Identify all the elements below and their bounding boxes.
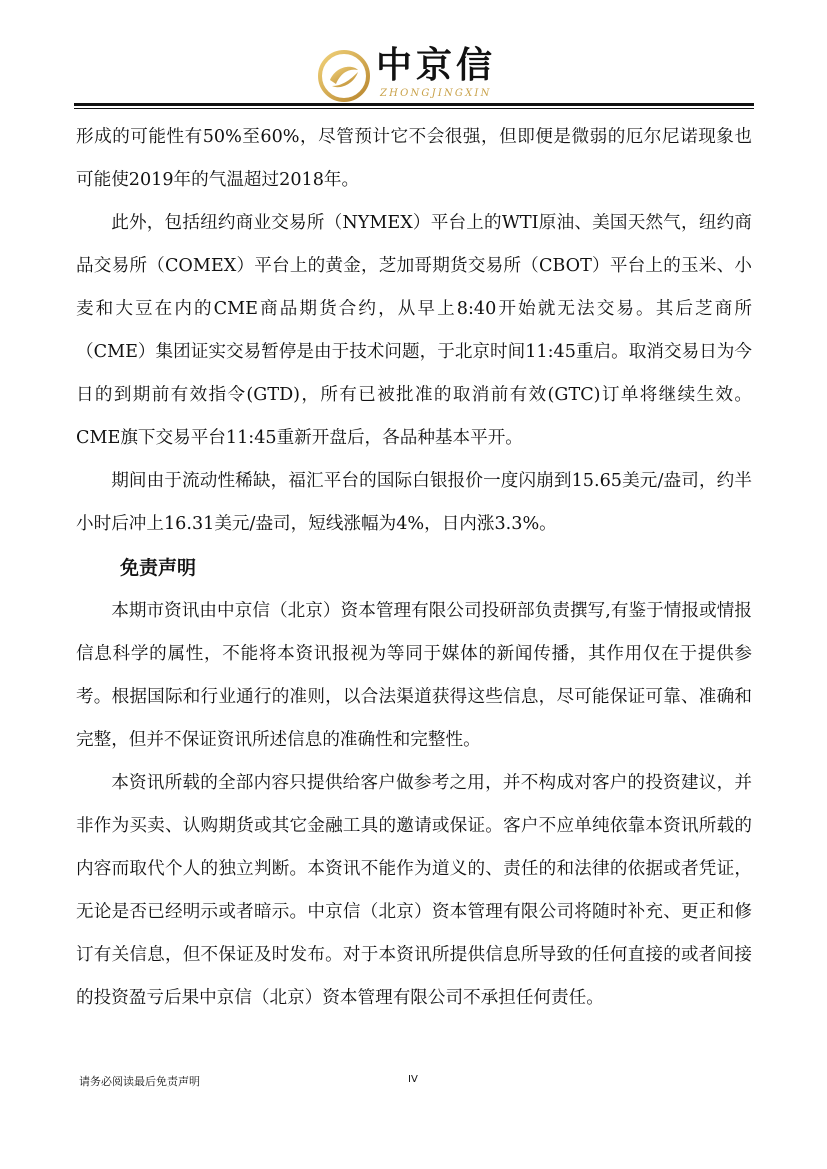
disclaimer-heading: 免责声明 (120, 557, 197, 579)
logo-wordmark-en: ZHONGJINGXIN (380, 88, 492, 99)
paragraph-cme-outage: 此外，包括纽约商业交易所（NYMEX）平台上的WTI原油、美国天然气，纽约商品交易所（COMEX）平台上的黄金，芝加哥期货交易所（CBOT）平台上的玉米、小麦和大豆在内的CME商品期货合约，从早上8:40开始就无法交易。其后芝商所（CME）集团证实交易暂停是由于技术问题，于北京时间11:45重启。取消交易日为今日的到期前有效指令(GTD)，所有已被批准的取消前有效(GTC)订单将继续生效。CME旗下交易平台11:45重新开盘后，各品种基本平开。 (76, 213, 752, 448)
paragraph-disclaimer-1: 本期市资讯由中京信（北京）资本管理有限公司投研部负责撰写,有鉴于情报或情报信息科学的属性，不能将本资讯报视为等同于媒体的新闻传播，其作用仅在于提供参考。根据国际和行业通行的准则，以合法渠道获得这些信息，尽可能保证可靠、准确和完整，但并不保证资讯所述信息的准确性和完整性。 (76, 601, 752, 750)
paragraph-el-nino: 形成的可能性有50%至60%，尽管预计它不会很强，但即便是微弱的厄尔尼诺现象也可能使2019年的气温超过2018年。 (76, 127, 752, 190)
zjx-swirl-logo-icon (318, 50, 370, 102)
document-body (76, 116, 752, 1020)
header-rule-thick (74, 103, 754, 106)
logo-wordmark-cn: 中京信 (376, 45, 497, 86)
page-header (0, 0, 827, 108)
header-rule-thin (74, 108, 754, 109)
paragraph-silver-flash: 期间由于流动性稀缺，福汇平台的国际白银报价一度闪崩到15.65美元/盎司，约半小时后冲上16.31美元/盎司，短线涨幅为4%，日内涨3.3%。 (76, 471, 752, 534)
page-number: IV (408, 1074, 418, 1085)
footer-disclaimer-note: 请务必阅读最后免责声明 (79, 1075, 200, 1088)
paragraph-disclaimer-2: 本资讯所载的全部内容只提供给客户做参考之用，并不构成对客户的投资建议，并非作为买卖、认购期货或其它金融工具的邀请或保证。客户不应单纯依靠本资讯所载的内容而取代个人的独立判断。本资讯不能作为道义的、责任的和法律的依据或者凭证，无论是否已经明示或者暗示。中京信（北京）资本管理有限公司将随时补充、更正和修订有关信息，但不保证及时发布。对于本资讯所提供信息所导致的任何直接的或者间接的投资盈亏后果中京信（北京）资本管理有限公司不承担任何责任。 (76, 773, 752, 1008)
